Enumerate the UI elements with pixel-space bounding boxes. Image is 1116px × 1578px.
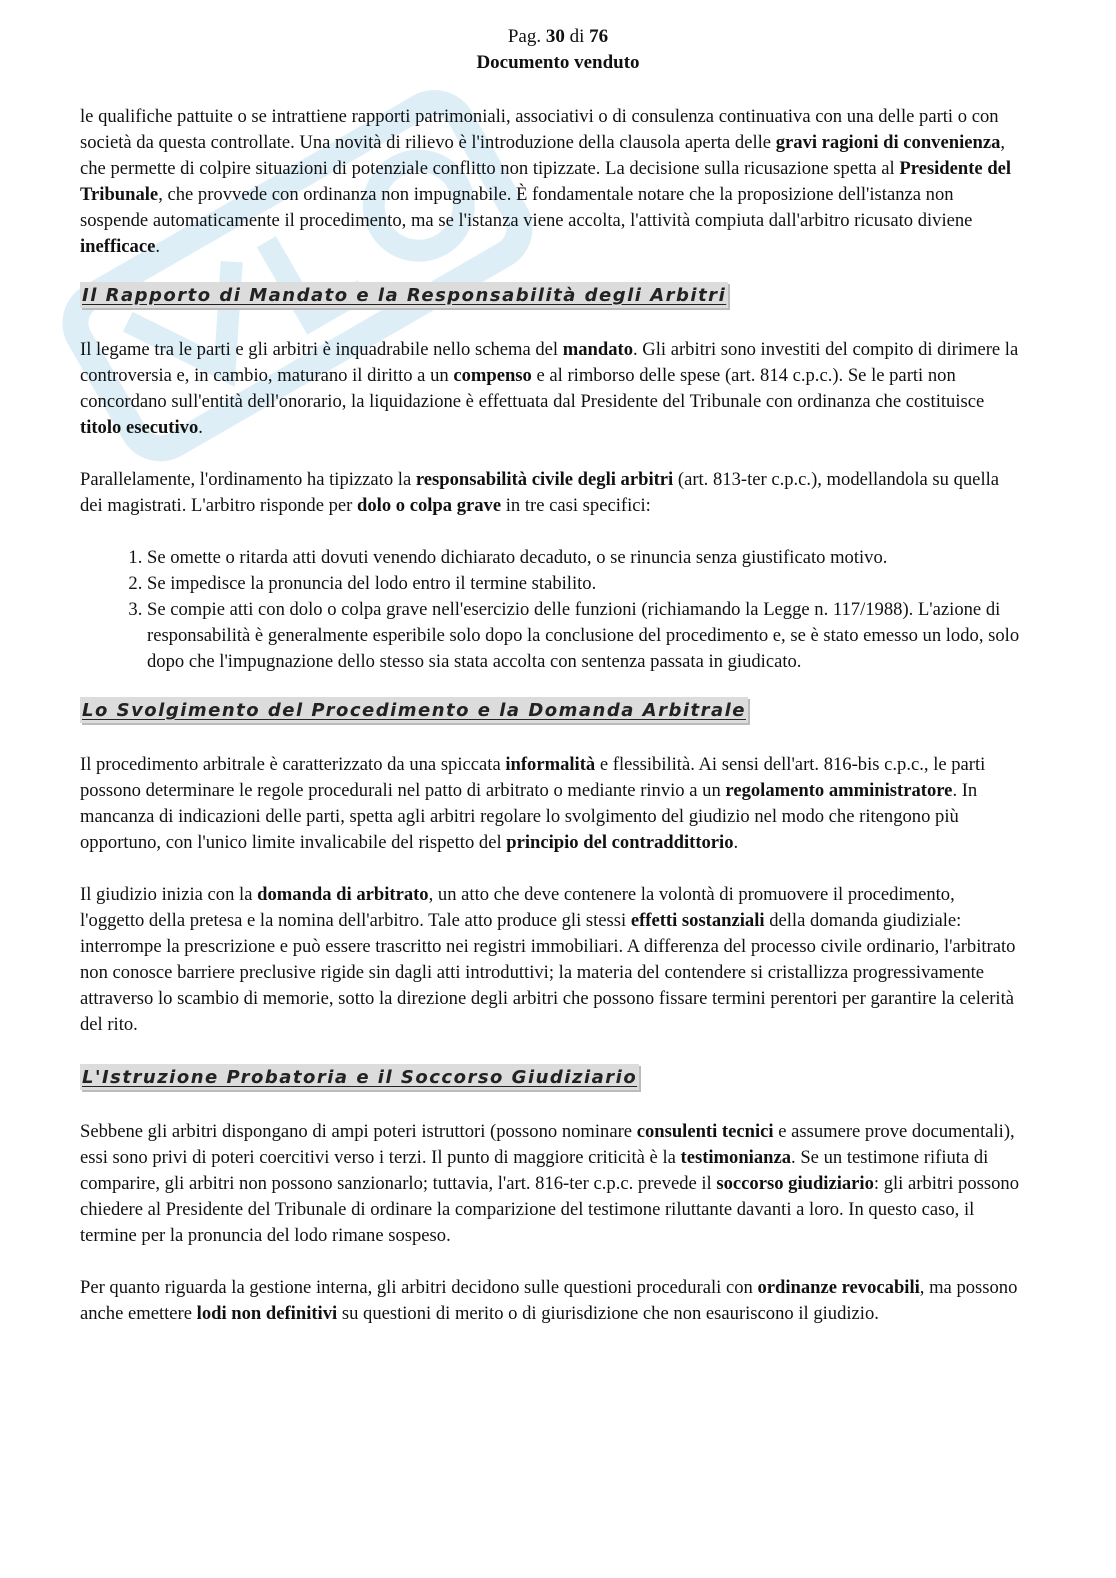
paragraph: Il giudizio inizia con la domanda di arbitrato, un atto che deve contenere la volontà di promuovere il procedimento, l'oggetto della pretesa e la nomina dell'arbitro. Tale atto produce gli stessi effetti sostanziali della domanda giudiziale: interrompe la prescrizione e può essere trascritto nei registri immobiliari. A differenza del processo civile ordinario, l'arbitrato non conosce barriere preclusive rigide sin dagli atti introduttivi; la materia del contendere si cristallizza progressivamente attraverso lo scambio di memorie, sotto la direzione degli arbitri che possono fissare termini perentori per garantire la celerità del rito. — [80, 884, 1016, 1035]
paragraph: Il legame tra le parti e gli arbitri è inquadrabile nello schema del mandato. Gli arbitri sono investiti del compito di dirimere la controversia e, in cambio, maturano il diritto a un compenso e al rimborso delle spese (art. 814 c.p.c.). Se le parti non concordano sull'entità dell'onorario, la liquidazione è effettuata dal Presidente del Tribunale con ordinanza che costituisce titolo esecutivo. — [80, 339, 1019, 438]
section-heading: Il Rapporto di Mandato e la Responsabilità degli Arbitri — [80, 282, 728, 308]
list-item: 1. Se omette o ritarda atti dovuti venendo dichiarato decaduto, o se rinuncia senza giustificato motivo. — [147, 545, 1020, 571]
list-item: 2. Se impedisce la pronuncia del lodo entro il termine stabilito. — [147, 571, 1020, 597]
page-separator: di — [569, 26, 585, 47]
paragraph: Il procedimento arbitrale è caratterizzato da una spiccata informalità e flessibilità. Ai sensi dell'art. 816-bis c.p.c., le parti possono determinare le regole procedurali nel patto di arbitrato o mediante rinvio a un regolamento amministratore. In mancanza di indicazioni delle parti, spetta agli arbitri regolare lo svolgimento del giudizio nel modo che ritengono più opportuno, con l'unico limite invalicabile del rispetto del principio del contraddittorio. — [80, 754, 986, 853]
section-heading: L'Istruzione Probatoria e il Soccorso Giudiziario — [80, 1064, 639, 1090]
page-number — [0, 24, 1116, 50]
paragraph: Sebbene gli arbitri dispongano di ampi poteri istruttori (possono nominare consulenti tecnici e assumere prove documentali), essi sono privi di poteri coercitivi verso i terzi. Il punto di maggiore criticità è la testimonianza. Se un testimone rifiuta di comparire, gli arbitri non possono sanzionarlo; tuttavia, l'art. 816-ter c.p.c. prevede il soccorso giudiziario: gli arbitri possono chiedere al Presidente del Tribunale di ordinare la comparizione del testimone riluttante davanti a loro. In questo caso, il termine per la pronuncia del lodo rimane sospeso. — [80, 1121, 1020, 1246]
page-prefix: Pag. — [507, 26, 542, 47]
paragraph: le qualifiche pattuite o se intrattiene rapporti patrimoniali, associativi o di consulenza continuativa con una delle parti o con società da questa controllate. Una novità di rilievo è l'introduzione della clausola aperta delle gravi ragioni di convenienza, che permette di colpire situazioni di potenziale conflitto non tipizzate. La decisione sulla ricusazione spetta al Presidente del Tribunale, che provvede con ordinanza non impugnabile. È fondamentale notare che la proposizione dell'istanza non sospende automaticamente il procedimento, ma se l'istanza viene accolta, l'attività compiuta dall'arbitro ricusato diviene inefficace. — [80, 106, 1012, 257]
document-body — [80, 104, 1020, 1353]
page-header — [0, 24, 1116, 76]
document-label: Documento venduto — [476, 52, 640, 73]
paragraph: Parallelamente, l'ordinamento ha tipizzato la responsabilità civile degli arbitri (art. 813-ter c.p.c.), modellandola su quella dei magistrati. L'arbitro risponde per dolo o colpa grave in tre casi specifici: — [80, 469, 1000, 516]
paragraph: Per quanto riguarda la gestione interna, gli arbitri decidono sulle questioni procedurali con ordinanze revocabili, ma possono anche emettere lodi non definitivi su questioni di merito o di giurisdizione che non esauriscono il giudizio. — [80, 1277, 1018, 1324]
page-current: 30 — [545, 26, 565, 47]
list-item: 3. Se compie atti con dolo o colpa grave nell'esercizio delle funzioni (richiamando la Legge n. 117/1988). L'azione di responsabilità è generalmente esperibile solo dopo la conclusione del procedimento e, se è stato emesso un lodo, solo dopo che l'impugnazione dello stesso sia stata accolta con sentenza passata in giudicato. — [147, 597, 1020, 675]
section-heading: Lo Svolgimento del Procedimento e la Domanda Arbitrale — [80, 697, 748, 723]
numbered-list — [80, 545, 1020, 675]
page-total: 76 — [589, 26, 609, 47]
